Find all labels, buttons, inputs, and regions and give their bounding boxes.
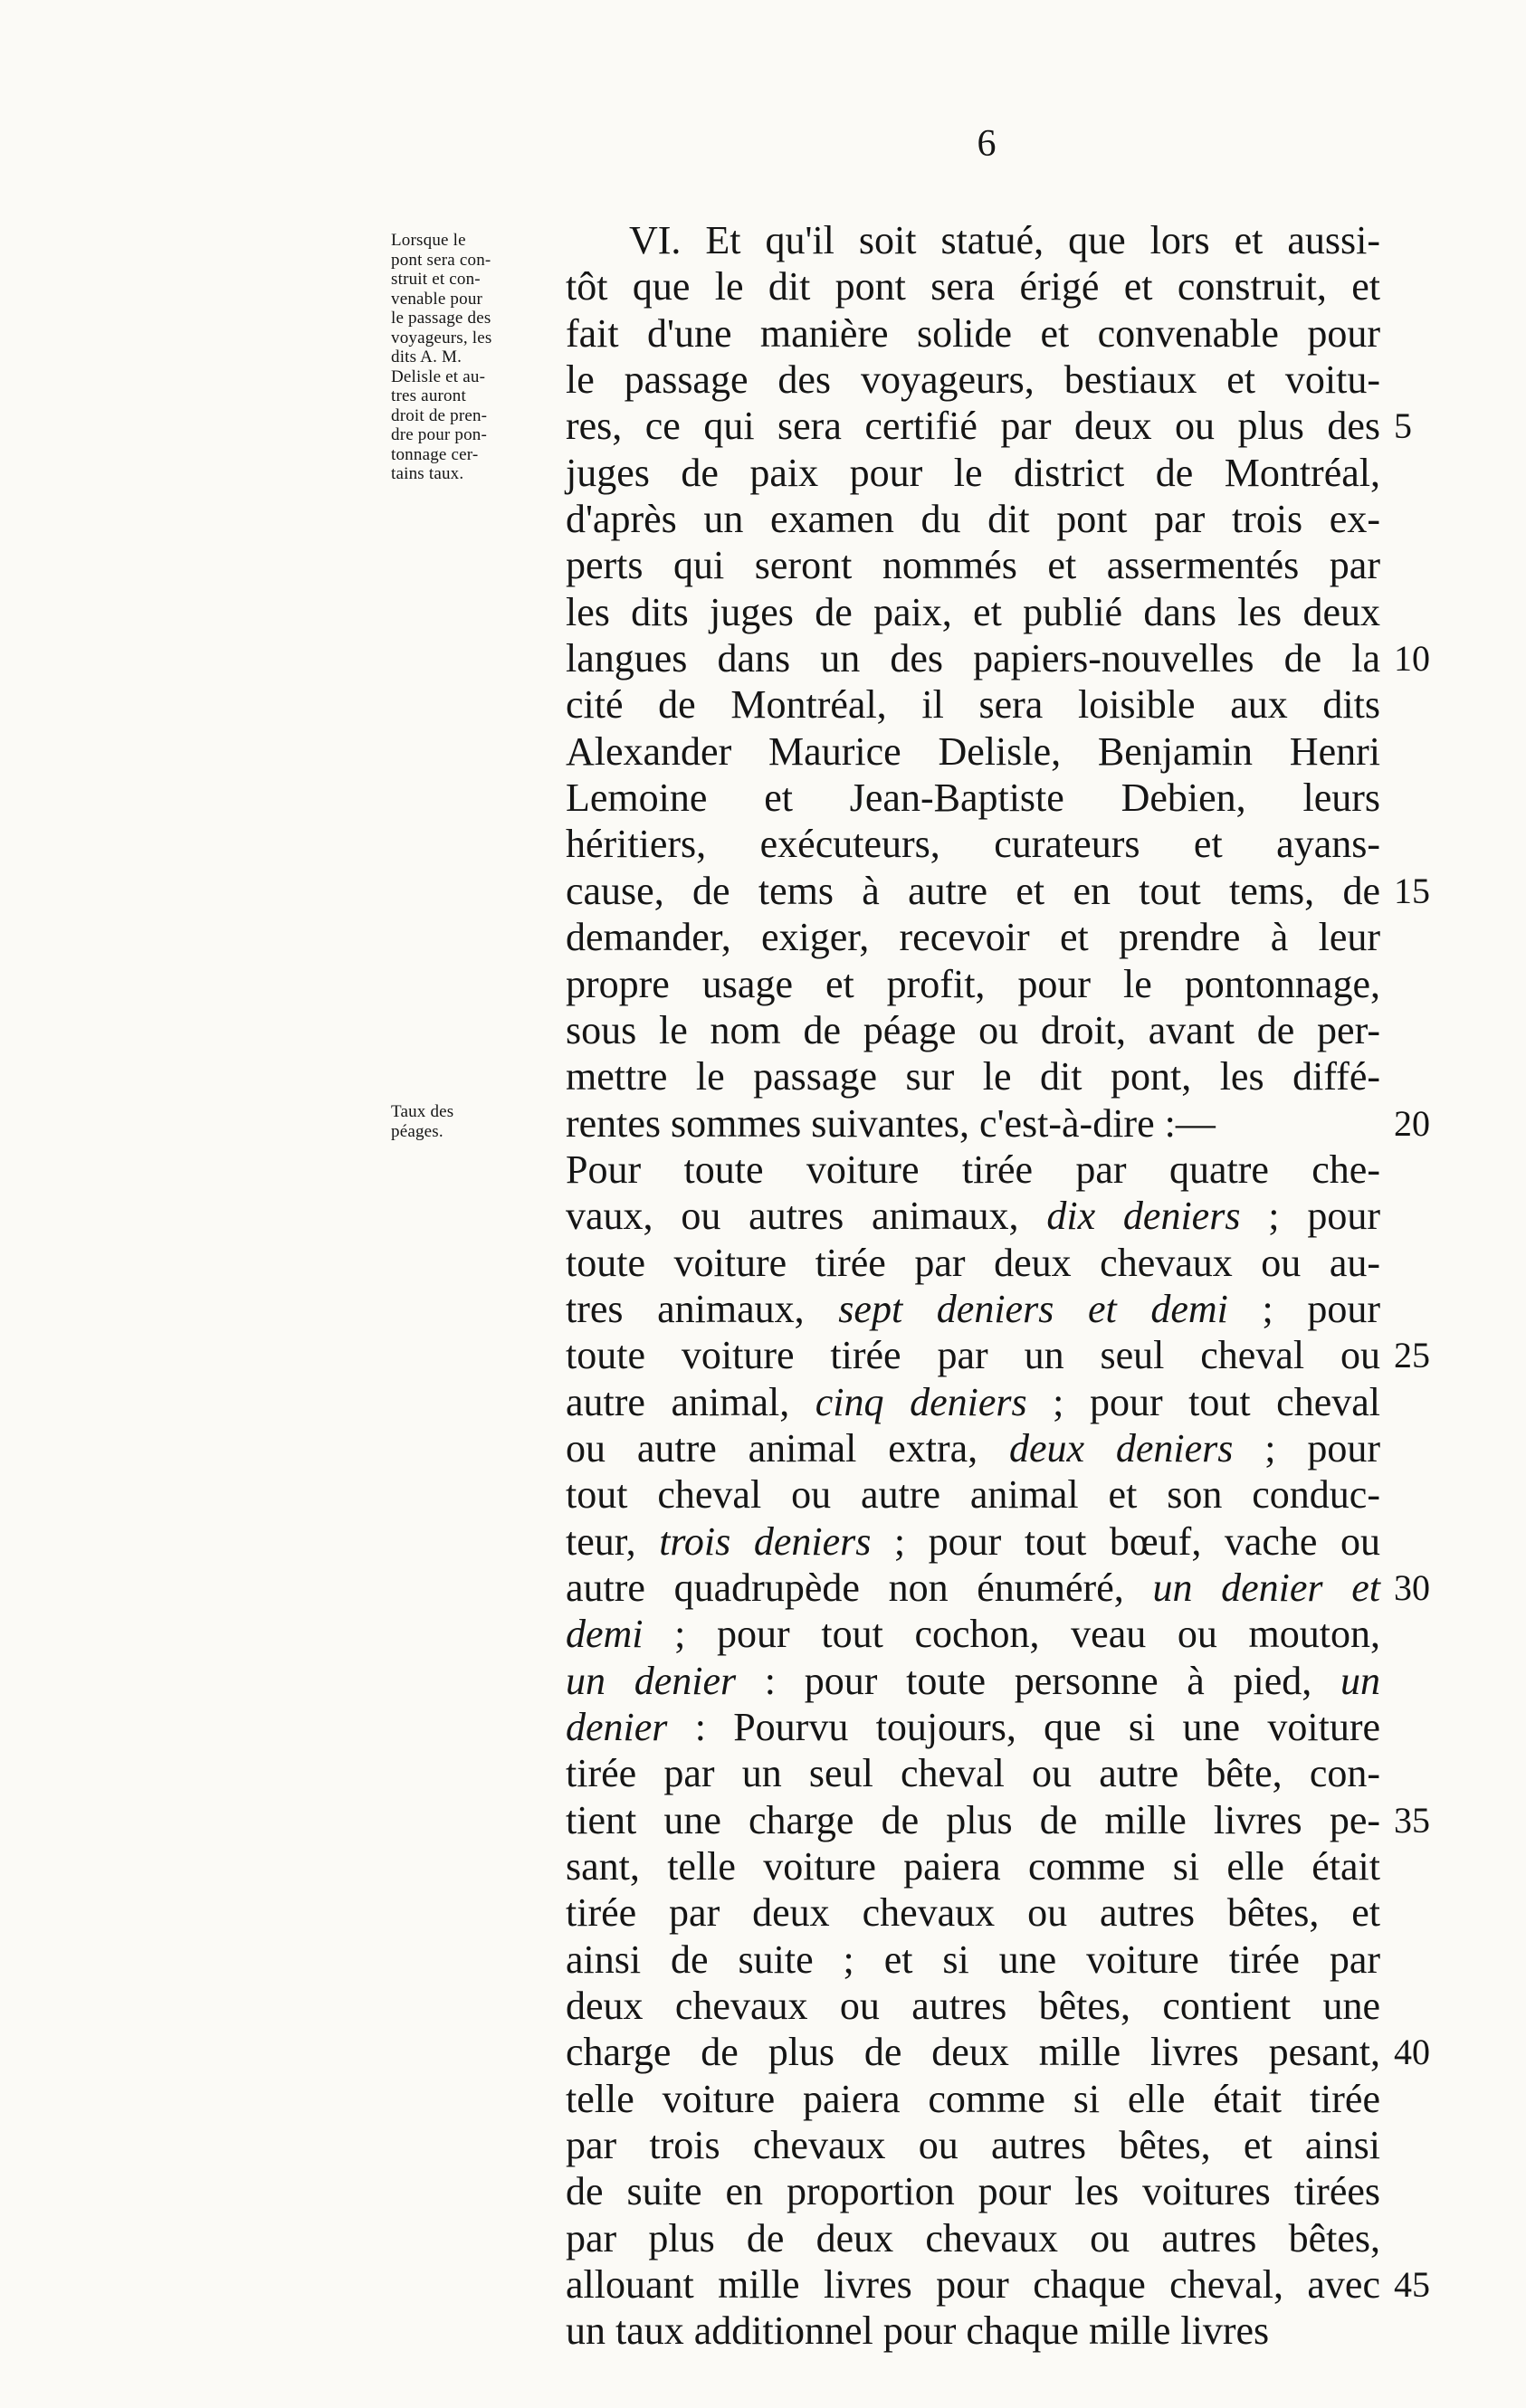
text-line — [566, 1193, 1380, 1239]
text-line-content: sant, telle voiture paiera comme si elle était — [566, 1844, 1380, 1889]
line-number: 5 — [1394, 405, 1412, 447]
margin-note-line: dre pour pon- — [391, 425, 488, 444]
text-line — [566, 1843, 1380, 1889]
text-line-content: ou autre animal extra, deux deniers ; pour — [566, 1425, 1380, 1470]
page-number: 6 — [977, 123, 997, 165]
text-line-content: tout cheval ou autre animal et son conduc- — [566, 1472, 1380, 1518]
text-line-content: toute voiture tirée par un seul cheval ou — [566, 1333, 1380, 1378]
text-line — [566, 263, 1380, 309]
text-line-content: toute voiture tirée par deux chevaux ou au- — [566, 1240, 1380, 1285]
text-line-content: par trois chevaux ou autres bêtes, et ainsi — [566, 2123, 1380, 2168]
text-line — [566, 1379, 1380, 1425]
text-line — [566, 2215, 1380, 2261]
text-line — [566, 914, 1380, 960]
text-line — [566, 1240, 1380, 1286]
text-line-content: rentes sommes suivantes, c'est-à-dire :— — [566, 1100, 1216, 1146]
line-number: 40 — [1394, 2032, 1430, 2073]
margin-note-line: voyageurs, les — [391, 328, 492, 347]
text-line — [566, 2122, 1380, 2168]
text-line — [566, 1518, 1380, 1565]
text-line — [566, 1471, 1380, 1518]
text-line-content: tôt que le dit pont sera érigé et construit, et — [566, 264, 1380, 309]
text-line-content: de suite en proportion pour les voitures tirées — [566, 2169, 1380, 2214]
text-line — [566, 1100, 1430, 1147]
text-line-content: juges de paix pour le district de Montréal, — [566, 450, 1380, 495]
margin-note-line: Delisle et au- — [391, 366, 486, 386]
margin-note-conditions — [391, 231, 540, 484]
text-line-content: sous le nom de péage ou droit, avant de per- — [566, 1007, 1380, 1052]
margin-note-line: droit de pren- — [391, 405, 488, 425]
line-number: 20 — [1394, 1102, 1430, 1144]
line-number: 35 — [1394, 1799, 1430, 1841]
text-line — [566, 1611, 1380, 1657]
text-line-content: deux chevaux ou autres bêtes, contient une — [566, 1984, 1380, 2029]
text-line-content: telle voiture paiera comme si elle était tirée — [566, 2076, 1380, 2121]
text-line — [566, 1565, 1430, 1611]
margin-note-line: le passage des — [391, 309, 491, 328]
text-line-content: propre usage et profit, pour le pontonnage, — [566, 961, 1380, 1006]
text-line — [566, 775, 1380, 821]
text-line — [566, 1889, 1380, 1936]
text-line-content: fait d'une manière solide et convenable pour — [566, 310, 1380, 356]
text-line — [566, 2029, 1430, 2075]
text-line — [566, 1704, 1380, 1750]
text-line-content: demander, exiger, recevoir et prendre à leur — [566, 915, 1380, 960]
margin-note-line: struit et con- — [391, 270, 481, 289]
text-line-content: par plus de deux chevaux ou autres bêtes, — [566, 2215, 1380, 2260]
margin-note-line: Lorsque le — [391, 231, 466, 250]
text-line — [566, 728, 1380, 775]
text-line-content: les dits juges de paix, et publié dans les deux — [566, 589, 1380, 634]
margin-note-line: tres auront — [391, 386, 466, 405]
text-line — [566, 681, 1380, 728]
line-number: 25 — [1394, 1335, 1430, 1376]
text-line — [566, 217, 1380, 263]
text-line — [566, 1147, 1380, 1193]
text-line-content: le passage des voyageurs, bestiaux et voitu- — [566, 357, 1380, 403]
text-line — [566, 868, 1430, 914]
text-line — [566, 310, 1380, 357]
margin-note-line: tonnage cer- — [391, 444, 479, 464]
margin-note-toll-rates — [391, 1102, 540, 1141]
text-line-content: d'après un examen du dit pont par trois ex- — [566, 497, 1380, 542]
text-line-content: un denier : pour toute personne à pied, un — [566, 1658, 1380, 1703]
text-line — [566, 1425, 1380, 1471]
text-line-content: tres animaux, sept deniers et demi ; pour — [566, 1286, 1380, 1331]
text-line-content: vaux, ou autres animaux, dix deniers ; pour — [566, 1194, 1380, 1239]
text-line-content: Lemoine et Jean-Baptiste Debien, leurs — [566, 776, 1380, 821]
text-line — [566, 1983, 1380, 2029]
margin-note-line: péages. — [391, 1121, 443, 1141]
margin-note-line: dits A. M. — [391, 347, 463, 366]
text-line — [566, 589, 1380, 635]
text-line — [566, 403, 1412, 449]
line-number: 10 — [1394, 638, 1430, 680]
text-line — [566, 1332, 1430, 1378]
text-line-content: VI. Et qu'il soit statué, que lors et aussi- — [629, 218, 1380, 262]
text-line — [566, 496, 1380, 542]
text-line — [566, 821, 1380, 867]
text-line — [566, 635, 1430, 681]
text-line-content: héritiers, exécuteurs, curateurs et ayans- — [566, 822, 1380, 867]
text-line — [566, 357, 1380, 403]
margin-note-line: pont sera con- — [391, 250, 491, 270]
text-line-content: Alexander Maurice Delisle, Benjamin Henri — [566, 728, 1380, 774]
margin-note-line: Taux des — [391, 1102, 454, 1121]
text-line — [566, 2168, 1380, 2214]
text-line — [566, 2261, 1430, 2308]
line-number: 30 — [1394, 1566, 1430, 1608]
text-line — [566, 542, 1380, 588]
text-line-content: tirée par un seul cheval ou autre bête, con- — [566, 1751, 1380, 1796]
text-line-content: perts qui seront nommés et assermentés par — [566, 543, 1380, 588]
text-line — [566, 2308, 1380, 2354]
text-line-content: allouant mille livres pour chaque cheval, avec — [566, 2262, 1380, 2308]
text-line-content: tient une charge de plus de mille livres pe- — [566, 1797, 1380, 1842]
text-line-content: autre animal, cinq deniers ; pour tout cheval — [566, 1379, 1380, 1424]
text-line — [566, 1658, 1380, 1704]
text-line-content: cité de Montréal, il sera loisible aux dits — [566, 682, 1380, 728]
text-line-content: cause, de tems à autre et en tout tems, de — [566, 868, 1380, 913]
text-line — [566, 2076, 1380, 2122]
margin-note-line: venable pour — [391, 289, 483, 309]
line-number: 45 — [1394, 2264, 1430, 2306]
text-line — [566, 961, 1380, 1007]
text-line — [566, 1797, 1430, 1843]
text-line-content: demi ; pour tout cochon, veau ou mouton, — [566, 1612, 1380, 1657]
text-line-content: un taux additionnel pour chaque mille livres — [566, 2308, 1270, 2354]
text-line-content: ainsi de suite ; et si une voiture tirée par — [566, 1937, 1380, 1982]
text-line — [566, 1007, 1380, 1053]
text-line — [566, 1286, 1380, 1332]
text-line-content: mettre le passage sur le dit pont, les diffé- — [566, 1054, 1380, 1099]
text-line — [566, 450, 1380, 496]
text-line-content: charge de plus de deux mille livres pesant, — [566, 2030, 1380, 2075]
text-line-content: denier : Pourvu toujours, que si une voiture — [566, 1705, 1380, 1749]
text-line — [566, 1053, 1380, 1099]
line-number: 15 — [1394, 870, 1430, 911]
text-line-content: tirée par deux chevaux ou autres bêtes, et — [566, 1890, 1380, 1936]
text-line — [566, 1937, 1380, 1983]
text-line — [566, 1750, 1380, 1796]
margin-note-line: tains taux. — [391, 464, 464, 483]
text-line-content: autre quadrupède non énuméré, un denier et — [566, 1565, 1380, 1610]
text-line-content: Pour toute voiture tirée par quatre che- — [566, 1147, 1380, 1192]
text-line-content: res, ce qui sera certifié par deux ou plus des — [566, 404, 1380, 449]
section-vi-text — [566, 217, 1430, 2355]
text-line-content: langues dans un des papiers-nouvelles de la — [566, 636, 1380, 681]
text-line-content: teur, trois deniers ; pour tout bœuf, vache ou — [566, 1518, 1381, 1564]
